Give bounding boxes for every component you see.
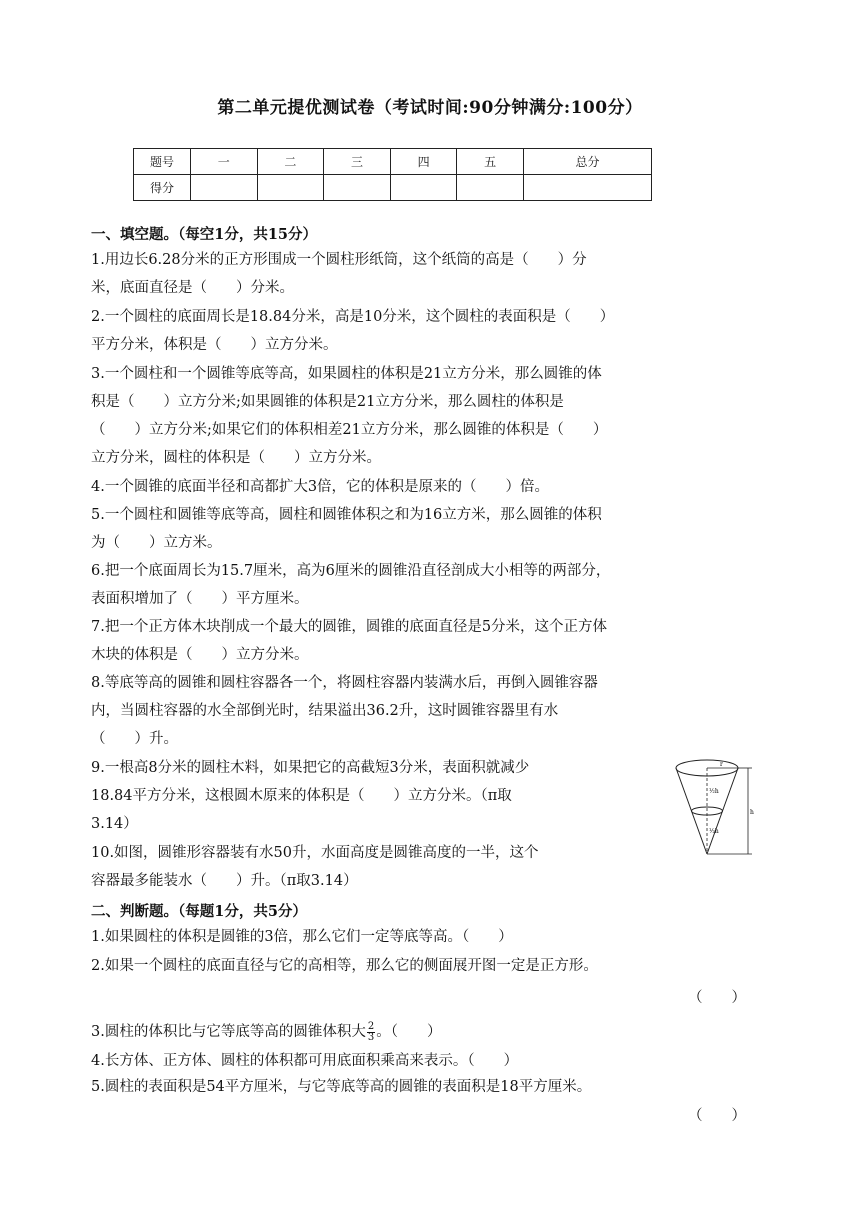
cone-container-figure [672, 756, 758, 860]
question-1-8 [91, 669, 598, 753]
question-line: 积是（ ）立方分米;如果圆锥的体积是21立方分米，那么圆柱的体积是 [91, 394, 564, 410]
score-table-header-row [134, 149, 652, 175]
question-1-7 [91, 613, 607, 669]
score-input-cell[interactable] [523, 175, 651, 201]
question-1-5 [91, 501, 602, 557]
question-1-1 [91, 246, 587, 302]
question-line: 内，当圆柱容器的水全部倒光时，结果溢出36.2升，这时圆锥容器里有水 [91, 703, 559, 719]
score-input-cell[interactable] [390, 175, 457, 201]
question-line: 为（ ）立方米。 [91, 535, 222, 551]
question-line: 木块的体积是（ ）立方分米。 [91, 647, 309, 663]
question-line: 平方分米，体积是（ ）立方分米。 [91, 337, 338, 353]
question-line: 5.一个圆柱和圆锥等底等高，圆柱和圆锥体积之和为16立方米，那么圆锥的体积 [91, 507, 602, 523]
answer-paren[interactable]: （ ） [688, 1108, 746, 1124]
score-input-cell[interactable] [324, 175, 391, 201]
fraction-denominator: 3 [367, 1031, 375, 1043]
score-cell: 四 [390, 149, 457, 175]
question-2-4: 4.长方体、正方体、圆柱的体积都可用底面积乘高来表示。（ ） [91, 1053, 519, 1069]
question-line: 立方分米，圆柱的体积是（ ）立方分米。 [91, 450, 381, 466]
question-1-6 [91, 557, 610, 613]
score-input-cell[interactable] [257, 175, 324, 201]
question-line: 6.把一个底面周长为15.7厘米，高为6厘米的圆锥沿直径剖成大小相等的两部分， [91, 563, 611, 579]
question-1-9 [91, 754, 529, 838]
question-line: 2.一个圆柱的底面周长是18.84分米，高是10分米，这个圆柱的表面积是（ ） [91, 309, 615, 325]
score-cell: 总分 [523, 149, 651, 175]
question-line: 容器最多能装水（ ）升。（π取3.14） [91, 873, 358, 889]
question-1-10 [91, 839, 539, 895]
fraction-numerator: 2 [367, 1020, 375, 1032]
question-line: 8.等底等高的圆锥和圆柱容器各一个，将圆柱容器内装满水后，再倒入圆锥容器 [91, 675, 598, 691]
question-line: 9.一根高8分米的圆柱木料，如果把它的高截短3分米，表面积就减少 [91, 760, 530, 776]
score-input-cell[interactable] [191, 175, 258, 201]
score-cell: 三 [324, 149, 391, 175]
question-line: 4.一个圆锥的底面半径和高都扩大3倍，它的体积是原来的（ ）倍。 [91, 479, 550, 495]
section-heading-true-false: 二、判断题。（每题1分，共5分） [91, 903, 307, 920]
fraction-two-thirds [367, 1022, 375, 1043]
question-2-2: 2.如果一个圆柱的底面直径与它的高相等，那么它的侧面展开图一定是正方形。 [91, 958, 598, 974]
question-line: （ ）立方分米;如果它们的体积相差21立方分米，那么圆锥的体积是（ ） [91, 422, 608, 438]
question-text: 。（ ） [376, 1024, 442, 1040]
question-line: 10.如图，圆锥形容器装有水50升，水面高度是圆锥高度的一半，这个 [91, 845, 539, 861]
score-table [133, 148, 652, 201]
question-line: 表面积增加了（ ）平方厘米。 [91, 591, 309, 607]
exam-title: 第二单元提优测试卷（考试时间:90分钟满分:100分） [217, 98, 643, 118]
question-line: 3.14） [91, 816, 138, 832]
section-heading-fill-blank: 一、填空题。（每空1分，共15分） [91, 226, 318, 243]
question-line: （ ）升。 [91, 731, 178, 747]
score-table-score-row [134, 175, 652, 201]
question-1-4 [91, 473, 549, 501]
figure-label-half-h-top: ½h [709, 788, 719, 795]
figure-label-r: r [720, 761, 723, 768]
score-cell: 二 [257, 149, 324, 175]
score-input-cell[interactable] [457, 175, 524, 201]
answer-paren[interactable]: （ ） [688, 990, 746, 1006]
question-line: 3.一个圆柱和一个圆锥等底等高，如果圆柱的体积是21立方分米，那么圆锥的体 [91, 366, 602, 382]
score-cell: 五 [457, 149, 524, 175]
question-1-3 [91, 360, 607, 472]
question-2-1: 1.如果圆柱的体积是圆锥的3倍，那么它们一定等底等高。（ ） [91, 929, 513, 945]
question-1-2 [91, 303, 614, 359]
question-2-3 [91, 1018, 441, 1046]
question-line: 米，底面直径是（ ）分米。 [91, 280, 294, 296]
question-line: 1.用边长6.28分米的正方形围成一个圆柱形纸筒，这个纸筒的高是（ ）分 [91, 252, 587, 268]
question-line: 18.84平方分米，这根圆木原来的体积是（ ）立方分米。（π取 [91, 788, 512, 804]
score-cell: 题号 [134, 149, 191, 175]
figure-label-h: h [750, 809, 754, 816]
question-text: 3.圆柱的体积比与它等底等高的圆锥体积大 [91, 1024, 366, 1040]
figure-label-half-h-bottom: ½h [709, 828, 719, 835]
score-cell: 一 [191, 149, 258, 175]
score-cell: 得分 [134, 175, 191, 201]
question-line: 7.把一个正方体木块削成一个最大的圆锥，圆锥的底面直径是5分米，这个正方体 [91, 619, 608, 635]
question-2-5: 5.圆柱的表面积是54平方厘米，与它等底等高的圆锥的表面积是18平方厘米。 [91, 1079, 592, 1095]
